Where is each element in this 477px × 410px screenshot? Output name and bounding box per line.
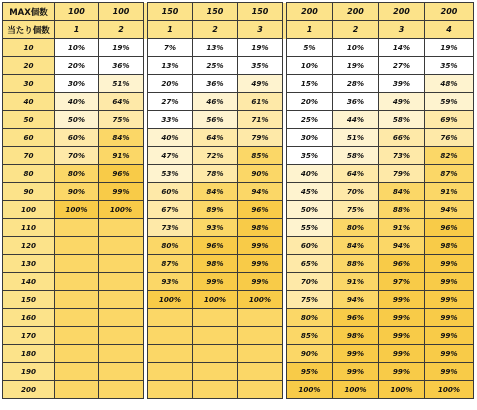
percentage-cell: 84% bbox=[333, 237, 379, 255]
percentage-cell: 64% bbox=[99, 93, 144, 111]
percentage-cell: 100% bbox=[55, 201, 99, 219]
percentage-cell bbox=[55, 327, 99, 345]
percentage-cell: 40% bbox=[55, 93, 99, 111]
percentage-cell: 66% bbox=[379, 129, 425, 147]
percentage-cell: 79% bbox=[238, 129, 283, 147]
percentage-cell: 19% bbox=[425, 39, 474, 57]
row-label-cell: 50 bbox=[3, 111, 55, 129]
percentage-cell: 87% bbox=[425, 165, 474, 183]
table-row bbox=[3, 165, 474, 183]
percentage-cell bbox=[148, 327, 193, 345]
percentage-cell: 58% bbox=[333, 147, 379, 165]
percentage-cell: 98% bbox=[238, 219, 283, 237]
percentage-cell: 91% bbox=[379, 219, 425, 237]
table-row bbox=[3, 75, 474, 93]
percentage-cell: 99% bbox=[425, 309, 474, 327]
percentage-cell: 99% bbox=[425, 327, 474, 345]
row-label-cell: 110 bbox=[3, 219, 55, 237]
table-row bbox=[3, 39, 474, 57]
percentage-cell bbox=[99, 273, 144, 291]
row-label-cell: 10 bbox=[3, 39, 55, 57]
percentage-cell: 99% bbox=[238, 273, 283, 291]
percentage-cell: 93% bbox=[148, 273, 193, 291]
percentage-cell: 99% bbox=[379, 363, 425, 381]
percentage-cell: 44% bbox=[333, 111, 379, 129]
percentage-cell bbox=[193, 345, 238, 363]
percentage-cell: 90% bbox=[55, 183, 99, 201]
row-label-cell: 200 bbox=[3, 381, 55, 399]
percentage-cell: 67% bbox=[148, 201, 193, 219]
percentage-cell: 85% bbox=[238, 147, 283, 165]
table-row bbox=[3, 273, 474, 291]
percentage-cell: 100% bbox=[287, 381, 333, 399]
percentage-cell: 80% bbox=[287, 309, 333, 327]
percentage-cell: 99% bbox=[379, 291, 425, 309]
percentage-cell: 88% bbox=[333, 255, 379, 273]
row-label-cell: 150 bbox=[3, 291, 55, 309]
percentage-cell: 7% bbox=[148, 39, 193, 57]
percentage-cell: 25% bbox=[193, 57, 238, 75]
percentage-cell: 76% bbox=[425, 129, 474, 147]
percentage-cell: 40% bbox=[287, 165, 333, 183]
percentage-cell bbox=[148, 309, 193, 327]
percentage-cell: 100% bbox=[425, 381, 474, 399]
percentage-cell: 35% bbox=[238, 57, 283, 75]
percentage-cell: 40% bbox=[148, 129, 193, 147]
percentage-cell: 60% bbox=[55, 129, 99, 147]
row-label-cell: 190 bbox=[3, 363, 55, 381]
row-label-cell: 100 bbox=[3, 201, 55, 219]
percentage-cell: 60% bbox=[148, 183, 193, 201]
table-row bbox=[3, 291, 474, 309]
percentage-cell: 96% bbox=[425, 219, 474, 237]
percentage-cell bbox=[99, 255, 144, 273]
percentage-cell bbox=[99, 381, 144, 399]
percentage-cell bbox=[193, 309, 238, 327]
percentage-cell: 90% bbox=[287, 345, 333, 363]
table-row bbox=[3, 183, 474, 201]
percentage-cell: 100% bbox=[333, 381, 379, 399]
percentage-cell: 14% bbox=[379, 39, 425, 57]
percentage-cell bbox=[238, 327, 283, 345]
max-value-cell: 150 bbox=[193, 3, 238, 21]
percentage-cell: 25% bbox=[287, 111, 333, 129]
percentage-cell: 80% bbox=[333, 219, 379, 237]
percentage-cell: 61% bbox=[238, 93, 283, 111]
hit-value-cell: 2 bbox=[99, 21, 144, 39]
percentage-cell: 30% bbox=[55, 75, 99, 93]
percentage-cell: 39% bbox=[379, 75, 425, 93]
percentage-cell: 90% bbox=[238, 165, 283, 183]
percentage-cell: 100% bbox=[148, 291, 193, 309]
percentage-cell: 89% bbox=[193, 201, 238, 219]
percentage-cell: 84% bbox=[193, 183, 238, 201]
percentage-cell bbox=[99, 291, 144, 309]
percentage-cell: 33% bbox=[148, 111, 193, 129]
percentage-cell: 64% bbox=[333, 165, 379, 183]
percentage-cell: 73% bbox=[148, 219, 193, 237]
percentage-cell: 91% bbox=[425, 183, 474, 201]
percentage-cell: 49% bbox=[238, 75, 283, 93]
hit-value-cell: 4 bbox=[425, 21, 474, 39]
max-value-cell: 200 bbox=[333, 3, 379, 21]
percentage-cell: 48% bbox=[425, 75, 474, 93]
percentage-cell: 75% bbox=[333, 201, 379, 219]
percentage-cell: 50% bbox=[55, 111, 99, 129]
row-label-cell: 140 bbox=[3, 273, 55, 291]
percentage-cell bbox=[193, 381, 238, 399]
percentage-cell: 36% bbox=[333, 93, 379, 111]
percentage-cell: 10% bbox=[287, 57, 333, 75]
percentage-cell: 96% bbox=[238, 201, 283, 219]
hit-value-cell: 1 bbox=[55, 21, 99, 39]
percentage-cell: 100% bbox=[99, 201, 144, 219]
percentage-cell: 30% bbox=[287, 129, 333, 147]
hit-value-cell: 3 bbox=[379, 21, 425, 39]
percentage-cell: 35% bbox=[425, 57, 474, 75]
percentage-cell bbox=[99, 219, 144, 237]
percentage-cell: 99% bbox=[379, 345, 425, 363]
percentage-cell: 99% bbox=[425, 291, 474, 309]
row-label-cell: 180 bbox=[3, 345, 55, 363]
percentage-cell: 58% bbox=[379, 111, 425, 129]
table-row bbox=[3, 237, 474, 255]
percentage-cell: 88% bbox=[379, 201, 425, 219]
table-row bbox=[3, 309, 474, 327]
percentage-cell: 79% bbox=[379, 165, 425, 183]
max-value-cell: 150 bbox=[238, 3, 283, 21]
percentage-cell bbox=[55, 381, 99, 399]
percentage-cell: 56% bbox=[193, 111, 238, 129]
percentage-cell: 98% bbox=[425, 237, 474, 255]
percentage-cell: 98% bbox=[333, 327, 379, 345]
percentage-cell: 70% bbox=[333, 183, 379, 201]
percentage-cell: 10% bbox=[55, 39, 99, 57]
percentage-cell: 19% bbox=[99, 39, 144, 57]
hit-value-cell: 1 bbox=[287, 21, 333, 39]
table-row bbox=[3, 381, 474, 399]
percentage-cell: 49% bbox=[379, 93, 425, 111]
percentage-cell: 13% bbox=[148, 57, 193, 75]
max-value-cell: 100 bbox=[55, 3, 99, 21]
percentage-cell: 78% bbox=[193, 165, 238, 183]
max-count-label: MAX個数 bbox=[3, 3, 55, 21]
percentage-cell: 94% bbox=[238, 183, 283, 201]
max-value-cell: 200 bbox=[425, 3, 474, 21]
max-value-cell: 150 bbox=[148, 3, 193, 21]
percentage-cell: 96% bbox=[379, 255, 425, 273]
percentage-cell: 55% bbox=[287, 219, 333, 237]
percentage-cell bbox=[193, 327, 238, 345]
percentage-cell: 5% bbox=[287, 39, 333, 57]
percentage-cell: 71% bbox=[238, 111, 283, 129]
percentage-cell: 75% bbox=[287, 291, 333, 309]
hit-value-cell: 2 bbox=[193, 21, 238, 39]
percentage-cell: 36% bbox=[193, 75, 238, 93]
percentage-cell: 70% bbox=[287, 273, 333, 291]
percentage-cell: 65% bbox=[287, 255, 333, 273]
max-value-cell: 200 bbox=[379, 3, 425, 21]
percentage-cell: 46% bbox=[193, 93, 238, 111]
table-row bbox=[3, 201, 474, 219]
percentage-cell bbox=[238, 381, 283, 399]
hit-value-cell: 1 bbox=[148, 21, 193, 39]
percentage-cell: 59% bbox=[425, 93, 474, 111]
row-label-cell: 70 bbox=[3, 147, 55, 165]
row-label-cell: 60 bbox=[3, 129, 55, 147]
table-row bbox=[3, 57, 474, 75]
percentage-cell: 91% bbox=[333, 273, 379, 291]
percentage-cell bbox=[55, 363, 99, 381]
percentage-cell: 36% bbox=[99, 57, 144, 75]
percentage-cell: 72% bbox=[193, 147, 238, 165]
percentage-cell bbox=[148, 363, 193, 381]
percentage-cell: 99% bbox=[333, 363, 379, 381]
percentage-cell: 45% bbox=[287, 183, 333, 201]
percentage-cell: 73% bbox=[379, 147, 425, 165]
percentage-cell bbox=[99, 327, 144, 345]
percentage-cell: 93% bbox=[193, 219, 238, 237]
percentage-cell: 94% bbox=[379, 237, 425, 255]
percentage-cell: 100% bbox=[193, 291, 238, 309]
percentage-cell: 99% bbox=[425, 345, 474, 363]
percentage-cell: 99% bbox=[425, 273, 474, 291]
percentage-cell: 51% bbox=[333, 129, 379, 147]
percentage-cell: 20% bbox=[287, 93, 333, 111]
percentage-cell: 20% bbox=[148, 75, 193, 93]
percentage-cell: 100% bbox=[238, 291, 283, 309]
percentage-cell: 84% bbox=[379, 183, 425, 201]
percentage-cell: 13% bbox=[193, 39, 238, 57]
percentage-cell bbox=[99, 345, 144, 363]
row-label-cell: 130 bbox=[3, 255, 55, 273]
percentage-cell: 19% bbox=[333, 57, 379, 75]
percentage-cell: 99% bbox=[193, 273, 238, 291]
percentage-cell: 70% bbox=[55, 147, 99, 165]
percentage-cell: 99% bbox=[425, 255, 474, 273]
percentage-cell: 15% bbox=[287, 75, 333, 93]
percentage-cell: 82% bbox=[425, 147, 474, 165]
table-row bbox=[3, 147, 474, 165]
percentage-cell: 35% bbox=[287, 147, 333, 165]
percentage-cell: 95% bbox=[287, 363, 333, 381]
percentage-cell: 98% bbox=[193, 255, 238, 273]
percentage-cell bbox=[238, 309, 283, 327]
max-value-cell: 200 bbox=[287, 3, 333, 21]
percentage-cell: 27% bbox=[148, 93, 193, 111]
percentage-cell: 19% bbox=[238, 39, 283, 57]
percentage-cell: 96% bbox=[99, 165, 144, 183]
hit-value-cell: 2 bbox=[333, 21, 379, 39]
percentage-cell bbox=[55, 219, 99, 237]
percentage-cell: 87% bbox=[148, 255, 193, 273]
percentage-cell: 99% bbox=[238, 237, 283, 255]
header-row-max bbox=[3, 3, 474, 21]
percentage-cell: 99% bbox=[238, 255, 283, 273]
percentage-cell: 10% bbox=[333, 39, 379, 57]
probability-table bbox=[2, 2, 474, 399]
percentage-cell: 97% bbox=[379, 273, 425, 291]
percentage-cell: 96% bbox=[193, 237, 238, 255]
row-label-cell: 30 bbox=[3, 75, 55, 93]
row-label-cell: 40 bbox=[3, 93, 55, 111]
percentage-cell: 99% bbox=[379, 309, 425, 327]
table-row bbox=[3, 363, 474, 381]
max-value-cell: 100 bbox=[99, 3, 144, 21]
percentage-cell: 80% bbox=[55, 165, 99, 183]
header-row-hits bbox=[3, 21, 474, 39]
percentage-cell: 69% bbox=[425, 111, 474, 129]
percentage-cell: 99% bbox=[99, 183, 144, 201]
percentage-cell: 80% bbox=[148, 237, 193, 255]
percentage-cell: 85% bbox=[287, 327, 333, 345]
percentage-cell: 27% bbox=[379, 57, 425, 75]
percentage-cell bbox=[55, 309, 99, 327]
percentage-cell: 51% bbox=[99, 75, 144, 93]
percentage-cell bbox=[55, 237, 99, 255]
table-row bbox=[3, 93, 474, 111]
row-label-cell: 120 bbox=[3, 237, 55, 255]
percentage-cell bbox=[193, 363, 238, 381]
percentage-cell: 96% bbox=[333, 309, 379, 327]
table-row bbox=[3, 111, 474, 129]
percentage-cell: 91% bbox=[99, 147, 144, 165]
percentage-cell bbox=[238, 363, 283, 381]
percentage-cell: 75% bbox=[99, 111, 144, 129]
percentage-cell bbox=[148, 381, 193, 399]
percentage-cell: 100% bbox=[379, 381, 425, 399]
row-label-cell: 170 bbox=[3, 327, 55, 345]
hit-value-cell: 3 bbox=[238, 21, 283, 39]
percentage-cell: 99% bbox=[333, 345, 379, 363]
percentage-cell: 60% bbox=[287, 237, 333, 255]
row-label-cell: 160 bbox=[3, 309, 55, 327]
percentage-cell bbox=[55, 255, 99, 273]
table-row bbox=[3, 327, 474, 345]
percentage-cell: 94% bbox=[425, 201, 474, 219]
percentage-cell: 50% bbox=[287, 201, 333, 219]
percentage-cell bbox=[99, 309, 144, 327]
percentage-cell bbox=[238, 345, 283, 363]
table-row bbox=[3, 255, 474, 273]
percentage-cell: 64% bbox=[193, 129, 238, 147]
percentage-cell: 99% bbox=[379, 327, 425, 345]
percentage-cell bbox=[99, 237, 144, 255]
table-row bbox=[3, 129, 474, 147]
percentage-cell bbox=[55, 291, 99, 309]
percentage-cell: 94% bbox=[333, 291, 379, 309]
table-row bbox=[3, 345, 474, 363]
row-label-cell: 20 bbox=[3, 57, 55, 75]
percentage-cell bbox=[55, 345, 99, 363]
percentage-cell bbox=[148, 345, 193, 363]
table-row bbox=[3, 219, 474, 237]
percentage-cell: 53% bbox=[148, 165, 193, 183]
percentage-cell: 20% bbox=[55, 57, 99, 75]
percentage-cell: 99% bbox=[425, 363, 474, 381]
percentage-cell bbox=[55, 273, 99, 291]
percentage-cell bbox=[99, 363, 144, 381]
hit-count-label: 当たり個数 bbox=[3, 21, 55, 39]
percentage-cell: 47% bbox=[148, 147, 193, 165]
percentage-cell: 28% bbox=[333, 75, 379, 93]
percentage-cell: 84% bbox=[99, 129, 144, 147]
row-label-cell: 80 bbox=[3, 165, 55, 183]
row-label-cell: 90 bbox=[3, 183, 55, 201]
